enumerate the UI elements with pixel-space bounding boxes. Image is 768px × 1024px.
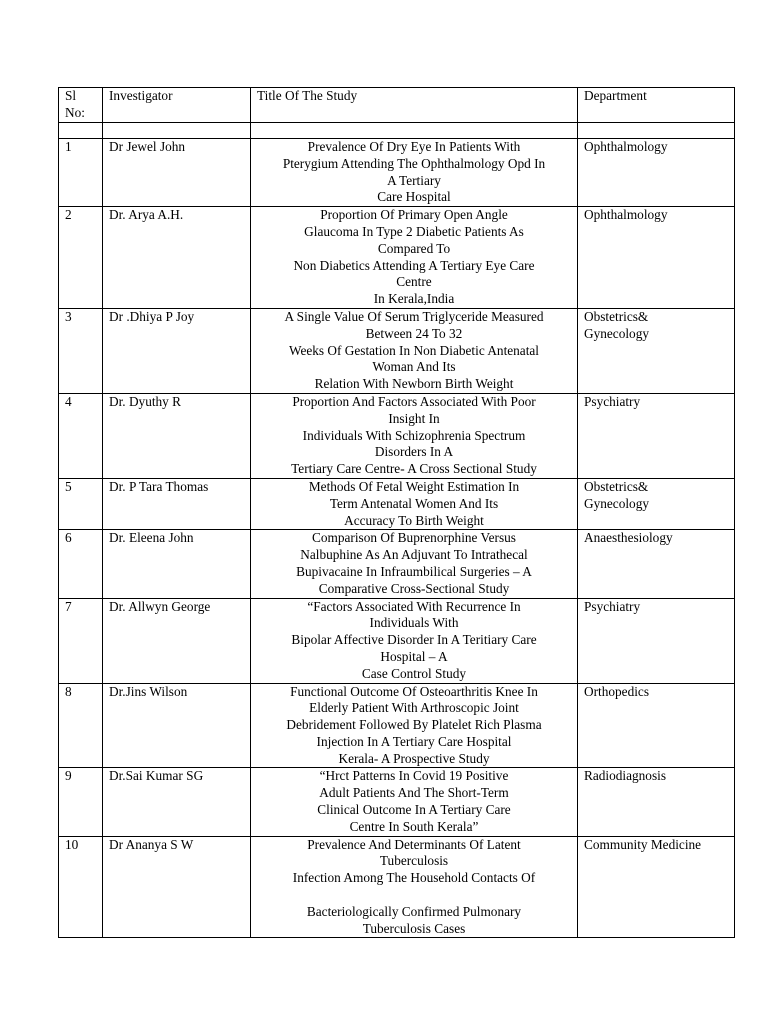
sl-no-cell: 3 bbox=[59, 308, 103, 393]
study-title-line: Individuals With bbox=[369, 615, 459, 631]
study-title-line: Woman And Its bbox=[372, 359, 456, 375]
table-row bbox=[59, 478, 735, 529]
sl-no-cell: 7 bbox=[59, 598, 103, 683]
sl-no-cell: 6 bbox=[59, 530, 103, 598]
study-title-line: Compared To bbox=[377, 240, 451, 256]
study-title-line: A Tertiary bbox=[387, 172, 441, 188]
study-title-line: Care Hospital bbox=[377, 189, 451, 205]
study-title-line: Relation With Newborn Birth Weight bbox=[314, 376, 514, 392]
sl-no-cell: 4 bbox=[59, 393, 103, 478]
department-cell bbox=[578, 598, 735, 683]
table-body bbox=[59, 88, 735, 938]
study-title-line: “Factors Associated With Recurrence In bbox=[307, 598, 521, 614]
study-title-line: Debridement Followed By Platelet Rich Plasma bbox=[286, 717, 542, 733]
sl-no-cell: 2 bbox=[59, 207, 103, 309]
investigator-cell: Dr. Arya A.H. bbox=[103, 207, 251, 309]
table-row bbox=[59, 768, 735, 836]
study-title-cell bbox=[251, 836, 578, 938]
investigator-cell: Dr. Dyuthy R bbox=[103, 393, 251, 478]
table-row bbox=[59, 836, 735, 938]
study-title-line: Kerala- A Prospective Study bbox=[338, 750, 490, 766]
study-title-line: Accuracy To Birth Weight bbox=[344, 512, 484, 528]
study-title-line: Elderly Patient With Arthroscopic Joint bbox=[309, 700, 519, 716]
empty-cell bbox=[251, 123, 578, 139]
study-title-cell bbox=[251, 683, 578, 768]
study-title-line: Centre In South Kerala” bbox=[349, 818, 479, 834]
department-line: Ophthalmology bbox=[584, 207, 668, 223]
study-title-cell bbox=[251, 768, 578, 836]
investigator-cell: Dr Jewel John bbox=[103, 139, 251, 207]
study-title-line: Non Diabetics Attending A Tertiary Eye Care bbox=[293, 257, 535, 273]
study-title-line: Insight In bbox=[388, 410, 440, 426]
department-line: Radiodiagnosis bbox=[584, 768, 666, 784]
table-row bbox=[59, 530, 735, 598]
department-line: Gynecology bbox=[584, 495, 649, 511]
department-cell bbox=[578, 139, 735, 207]
table-row bbox=[59, 207, 735, 309]
study-title-line: Centre bbox=[396, 274, 432, 290]
study-title-cell bbox=[251, 207, 578, 309]
study-title-line: Tertiary Care Centre- A Cross Sectional Study bbox=[291, 461, 537, 477]
table-row bbox=[59, 308, 735, 393]
study-title-line: Term Antenatal Women And Its bbox=[329, 495, 499, 511]
investigator-cell: Dr.Sai Kumar SG bbox=[103, 768, 251, 836]
department-line: Psychiatry bbox=[584, 598, 641, 614]
department-cell bbox=[578, 530, 735, 598]
study-title-line: Bupivacaine In Infraumbilical Surgeries – A bbox=[296, 563, 532, 579]
department-line: Anaesthesiology bbox=[584, 530, 673, 546]
sl-no-cell: 10 bbox=[59, 836, 103, 938]
department-cell bbox=[578, 308, 735, 393]
study-title-line: Hospital – A bbox=[380, 648, 448, 664]
study-title-line: Between 24 To 32 bbox=[365, 325, 463, 341]
empty-cell bbox=[578, 123, 735, 139]
study-title-line: Pterygium Attending The Ophthalmology Opd In bbox=[282, 155, 546, 171]
study-title-cell bbox=[251, 139, 578, 207]
department-cell bbox=[578, 768, 735, 836]
sl-no-cell: 8 bbox=[59, 683, 103, 768]
study-title-line: A Single Value Of Serum Triglyceride Measured bbox=[284, 308, 544, 324]
department-line: Orthopedics bbox=[584, 683, 649, 699]
study-title-cell bbox=[251, 393, 578, 478]
study-title-line: Functional Outcome Of Osteoarthritis Knee In bbox=[290, 683, 538, 699]
header-department: Department bbox=[578, 88, 735, 123]
investigator-cell: Dr.Jins Wilson bbox=[103, 683, 251, 768]
investigator-cell: Dr. P Tara Thomas bbox=[103, 478, 251, 529]
header-no-line: No: bbox=[65, 104, 85, 120]
table-row bbox=[59, 683, 735, 768]
department-line: Psychiatry bbox=[584, 393, 641, 409]
study-title-line: Prevalence And Determinants Of Latent bbox=[307, 836, 521, 852]
study-title-line: Infection Among The Household Contacts Of bbox=[292, 870, 536, 886]
department-line: Ophthalmology bbox=[584, 139, 668, 154]
study-title-line: Tuberculosis bbox=[379, 853, 449, 869]
investigator-cell: Dr. Allwyn George bbox=[103, 598, 251, 683]
study-title-line: Glaucoma In Type 2 Diabetic Patients As bbox=[304, 223, 524, 239]
table-row bbox=[59, 393, 735, 478]
study-title-cell bbox=[251, 530, 578, 598]
study-title-line: Comparison Of Buprenorphine Versus bbox=[312, 530, 516, 546]
department-line: Obstetrics& bbox=[584, 308, 649, 324]
sl-no-cell: 5 bbox=[59, 478, 103, 529]
study-title-line: Adult Patients And The Short-Term bbox=[319, 785, 509, 801]
study-title-line: Comparative Cross-Sectional Study bbox=[318, 580, 510, 596]
study-title-line: Nalbuphine As An Adjuvant To Intrathecal bbox=[300, 547, 528, 563]
study-title-cell bbox=[251, 598, 578, 683]
study-title-line: “Hrct Patterns In Covid 19 Positive bbox=[319, 768, 509, 784]
empty-row bbox=[59, 123, 735, 139]
study-title-cell bbox=[251, 478, 578, 529]
study-title-cell bbox=[251, 308, 578, 393]
department-cell bbox=[578, 478, 735, 529]
table-row bbox=[59, 139, 735, 207]
studies-table bbox=[58, 87, 735, 938]
sl-no-cell: 1 bbox=[59, 139, 103, 207]
study-title-line: Methods Of Fetal Weight Estimation In bbox=[308, 478, 520, 494]
investigator-cell: Dr .Dhiya P Joy bbox=[103, 308, 251, 393]
empty-cell bbox=[103, 123, 251, 139]
study-title-line bbox=[257, 887, 571, 904]
study-title-line: Disorders In A bbox=[374, 444, 454, 460]
study-title-line: Proportion Of Primary Open Angle bbox=[320, 207, 508, 223]
study-title-line: Individuals With Schizophrenia Spectrum bbox=[302, 427, 526, 443]
study-title-line: Bipolar Affective Disorder In A Teritiary Care bbox=[291, 632, 537, 648]
table-row bbox=[59, 598, 735, 683]
header-investigator: Investigator bbox=[103, 88, 251, 123]
empty-cell bbox=[59, 123, 103, 139]
department-cell bbox=[578, 207, 735, 309]
study-title-line: Bacteriologically Confirmed Pulmonary bbox=[306, 903, 522, 919]
study-title-line: Weeks Of Gestation In Non Diabetic Antenatal bbox=[288, 342, 540, 358]
study-title-line: Tuberculosis Cases bbox=[362, 920, 466, 936]
header-sl-no bbox=[59, 88, 103, 123]
study-title-line: Clinical Outcome In A Tertiary Care bbox=[317, 802, 511, 818]
investigator-cell: Dr. Eleena John bbox=[103, 530, 251, 598]
department-line: Obstetrics& bbox=[584, 478, 649, 494]
study-title-line: Case Control Study bbox=[361, 665, 467, 681]
department-cell bbox=[578, 836, 735, 938]
table-header-row bbox=[59, 88, 735, 123]
department-cell bbox=[578, 393, 735, 478]
department-line: Community Medicine bbox=[584, 836, 702, 852]
study-title-line: In Kerala,India bbox=[373, 291, 455, 307]
investigator-cell: Dr Ananya S W bbox=[103, 836, 251, 938]
header-sl-line: Sl bbox=[65, 88, 77, 103]
study-title-line: Prevalence Of Dry Eye In Patients With bbox=[307, 139, 521, 154]
sl-no-cell: 9 bbox=[59, 768, 103, 836]
study-title-line: Proportion And Factors Associated With Poor bbox=[292, 393, 536, 409]
department-line: Gynecology bbox=[584, 325, 649, 341]
department-cell bbox=[578, 683, 735, 768]
study-title-line: Injection In A Tertiary Care Hospital bbox=[316, 733, 512, 749]
header-title: Title Of The Study bbox=[251, 88, 578, 123]
